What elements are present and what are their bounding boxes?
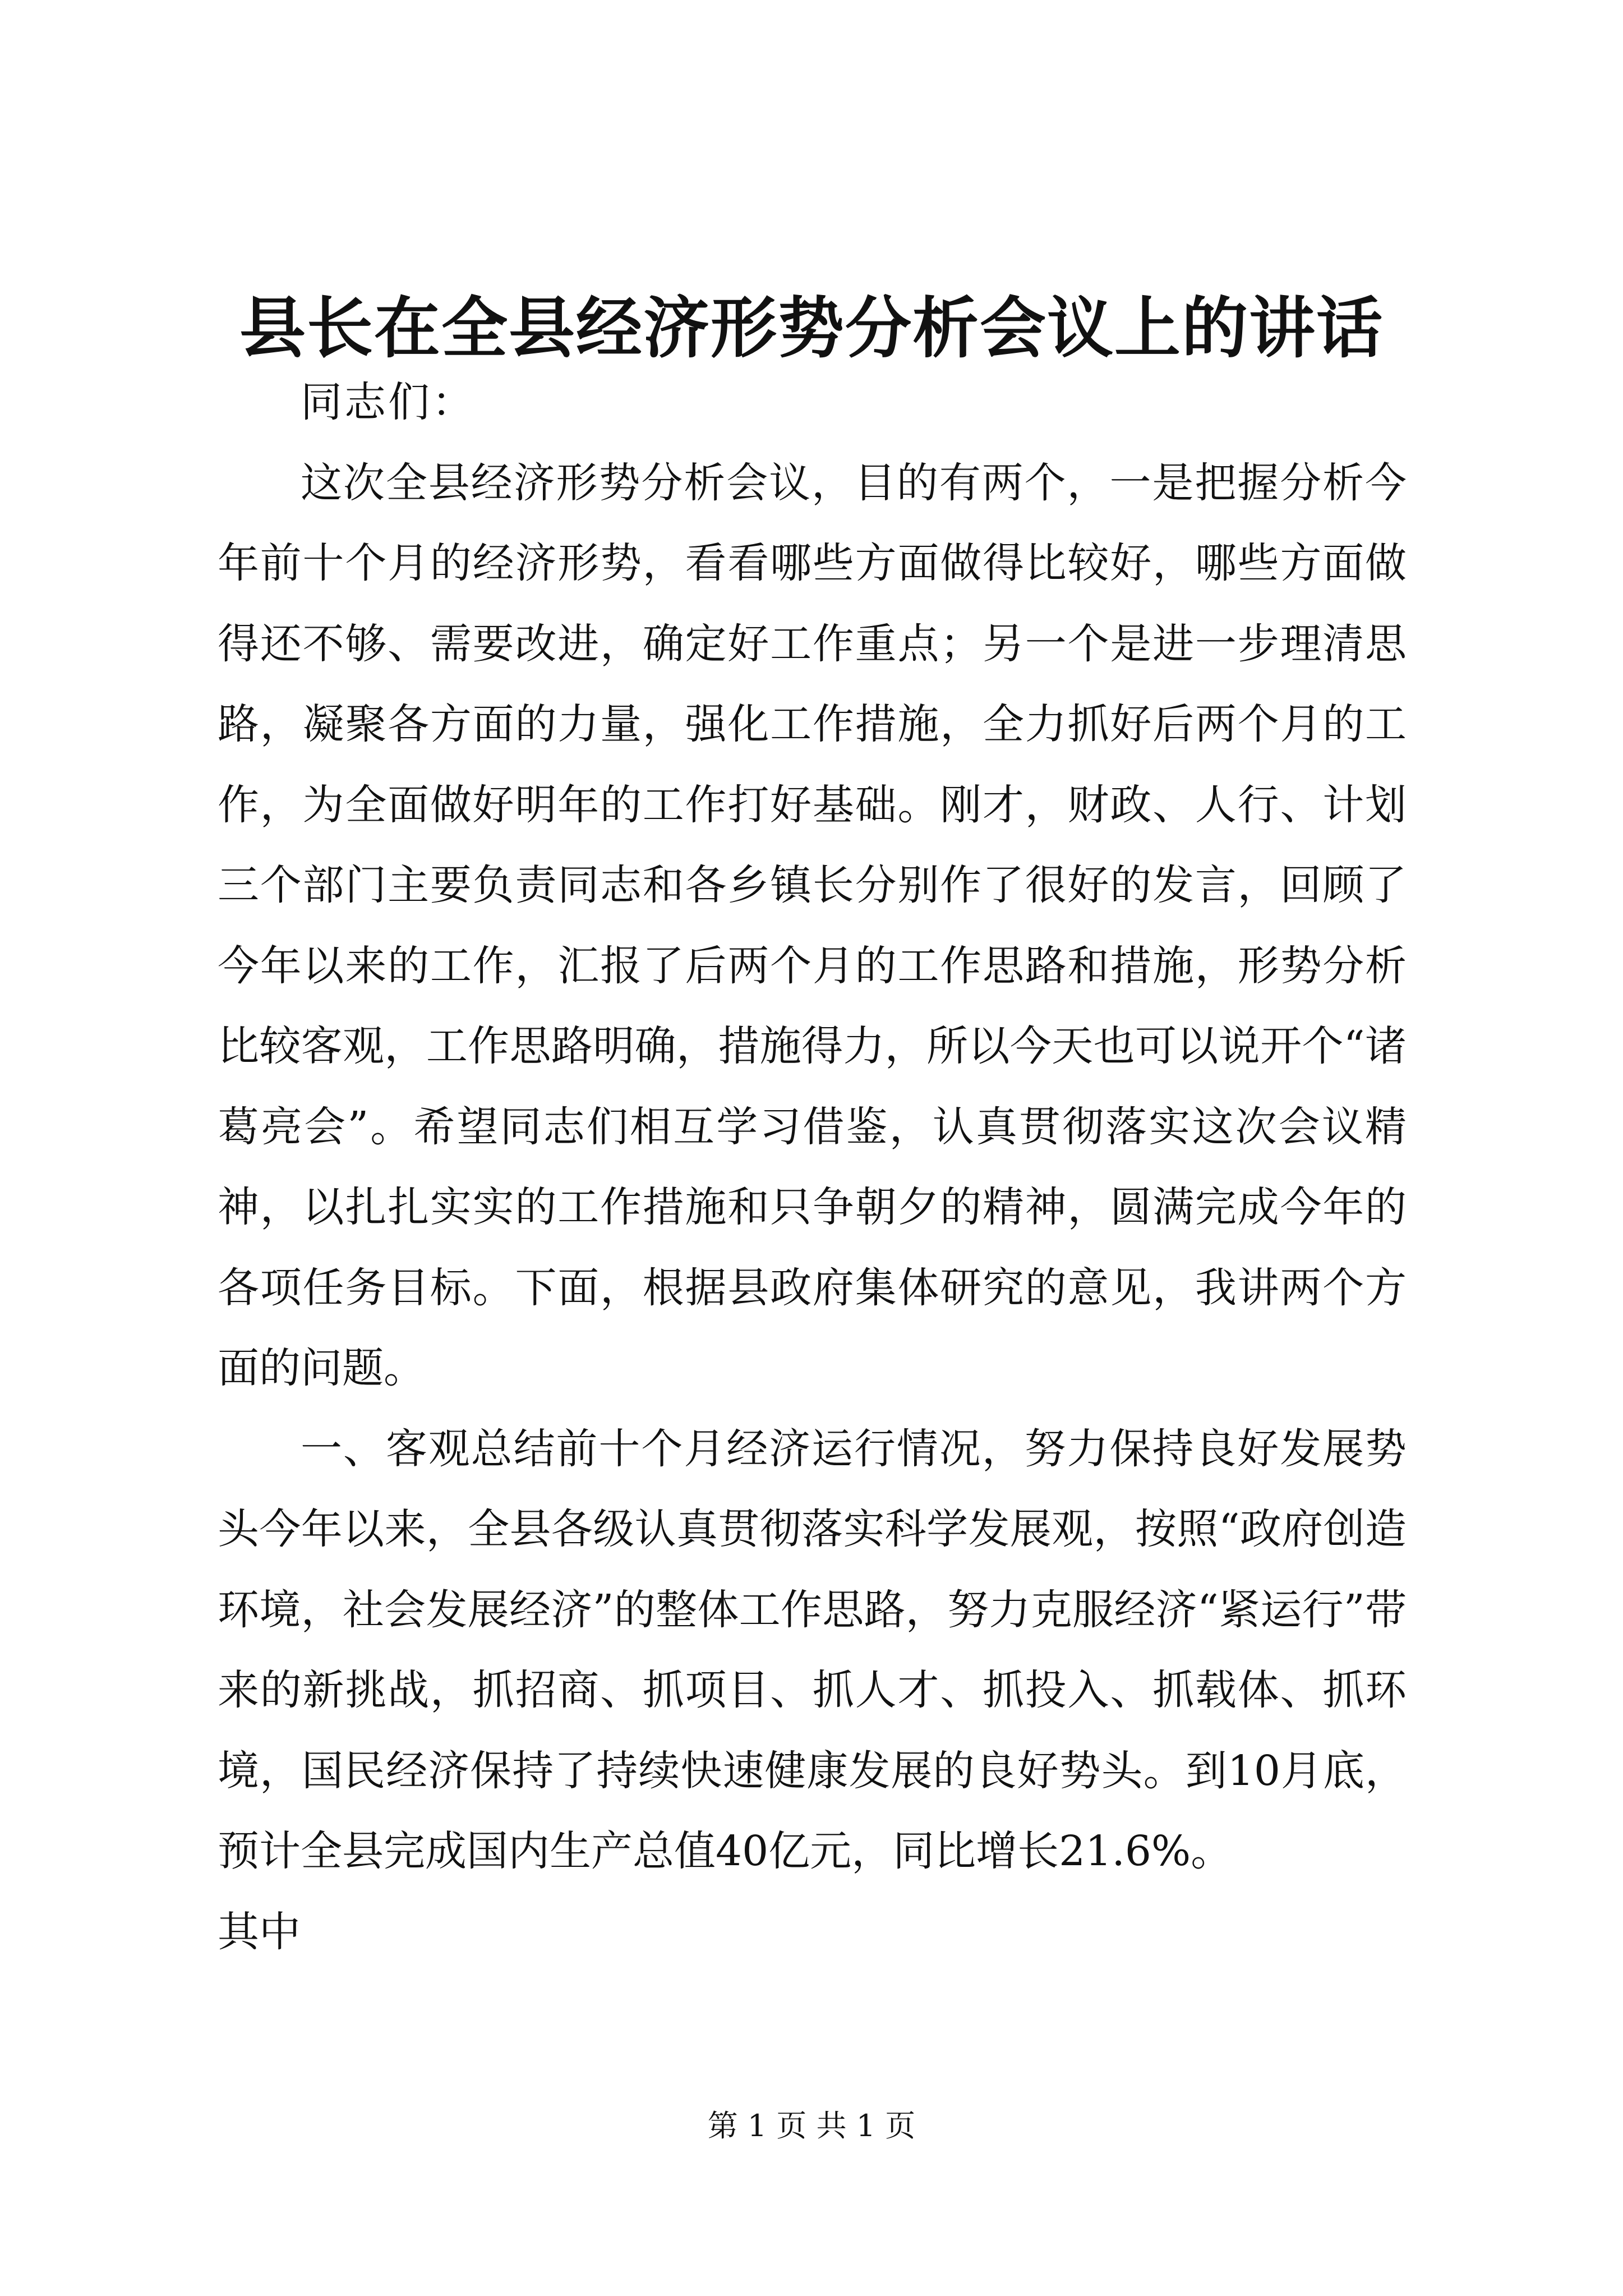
paragraph-intro: 这次全县经济形势分析会议，目的有两个，一是把握分析今年前十个月的经济形势，看看哪些方面做得比较好，哪些方面做得还不够、需要改进，确定好工作重点；另一个是进一步理清思路，凝聚各方面的力量，强化工作措施，全力抓好后两个月的工作，为全面做好明年的工作打好基础。刚才，财政、人行、计划三个部门主要负责同志和各乡镇长分别作了很好的发言，回顾了今年以来的工作，汇报了后两个月的工作思路和措施，形势分析比较客观，工作思路明确，措施得力，所以今天也可以说开个“诸葛亮会”。希望同志们相互学习借鉴，认真贯彻落实这次会议精神，以扎扎实实的工作措施和只争朝夕的精神，圆满完成今年的各项任务目标。下面，根据县政府集体研究的意见，我讲两个方面的问题。 [218, 458, 1407, 1392]
document-title: 县长在全县经济形势分析会议上的讲话 [239, 289, 1384, 367]
document-body [218, 362, 1407, 1972]
paragraph-section-one: 一、客观总结前十个月经济运行情况，努力保持良好发展势头今年以来，全县各级认真贯彻落实科学发展观，按照“政府创造环境，社会发展经济”的整体工作思路，努力克服经济“紧运行”带来的新挑战，抓招商、抓项目、抓人才、抓投入、抓载体、抓环境，国民经济保持了持续快速健康发展的良好势头。到10月底，预计全县完成国内生产总值40亿元，同比增长21.6%。 [218, 1424, 1407, 1875]
salutation: 同志们： [301, 378, 476, 426]
paragraph-closing: 其中 [218, 1907, 301, 1956]
page-footer: 第 1 页 共 1 页 [707, 2108, 916, 2143]
